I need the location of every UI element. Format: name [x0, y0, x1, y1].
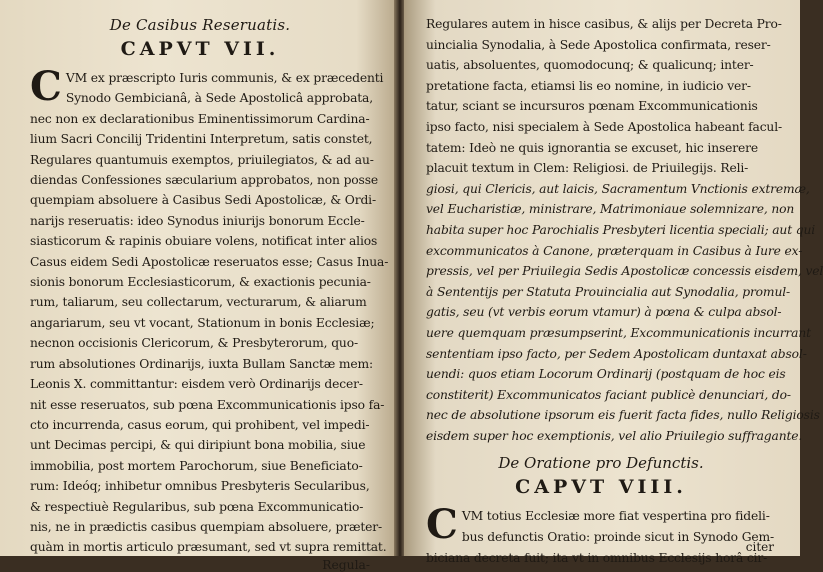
running-head-left: De Casibus Reseruatis.: [109, 16, 291, 34]
text-line: narijs reseruatis: ideo Synodus iniurijs bonorum Eccle-: [30, 213, 365, 228]
text-line: & respectiuè Regularibus, sub pœna Excommunicatio-: [30, 499, 364, 514]
text-line: nit esse reseruatos, sub pœna Excommunicationis ipso fa-: [30, 397, 385, 412]
text-line: rum, taliarum, seu collectarum, vecturarum, & aliarum: [30, 295, 367, 310]
text-line: sionis bonorum Ecclesiasticorum, & exactionis pecunia-: [30, 275, 371, 290]
right-body-italic: [426, 179, 823, 447]
text-line: uendi: quos etiam Locorum Ordinarij (postquam de hoc eis: [426, 367, 786, 382]
text-line: nec non ex declarationibus Eminentissimorum Cardina-: [30, 111, 370, 126]
text-line: unt Decimas percipi, & qui diripiunt bona mobilia, siue: [30, 438, 366, 453]
left-body: [30, 63, 389, 558]
catchword-left: Regula-: [322, 557, 370, 572]
text-line: rum absolutiones Ordinarijs, iuxta Bullam Sanctæ mem:: [30, 356, 374, 371]
left-page: [0, 0, 396, 572]
text-line: immobilia, post mortem Parochorum, siue Beneficiato-: [30, 458, 363, 473]
text-line: excommunicatos à Canone, præterquam in Casibus à Iure ex-: [426, 243, 803, 258]
text-line: uincialia Synodalia, à Sede Apostolica confirmata, reser-: [426, 37, 771, 52]
text-line: Regulares autem in hisce casibus, & alijs per Decreta Pro-: [426, 17, 782, 31]
catchword-right: citer: [745, 540, 774, 554]
text-line: tatem: Ideò ne quis ignorantia se excuset, hic inserere: [426, 140, 758, 155]
text-line: siasticorum & rapinis obuiare volens, notificat inter alios: [30, 234, 378, 249]
chapter-heading-viii: CAPVT VIII.: [515, 476, 687, 499]
text-line: Casus eidem Sedi Apostolicæ reseruatos esse; Casus Inua-: [30, 254, 389, 269]
chapter-heading-vii: CAPVT VII.: [120, 38, 280, 60]
text-line: sententiam ipso facto, per Sedem Apostolicam duntaxat absol-: [426, 346, 807, 361]
text-line: tatur, sciant se incursuros pœnam Excommunicationis: [426, 99, 758, 114]
text-line: diendas Confessiones sæcularium approbatos, non posse: [30, 173, 379, 188]
text-line: nis, ne in prædictis casibus quempiam absoluere, præter-: [30, 519, 383, 534]
text-line: VM totius Ecclesiæ more fiat vespertina pro fideli-: [461, 509, 770, 524]
text-line: ipso facto, nisi specialem à Sede Apostolica habeant facul-: [426, 119, 782, 134]
text-line: Regulares quantumuis exemptos, priuilegiatos, & ad au-: [30, 152, 374, 167]
text-line: Synodo Gembicianâ, à Sede Apostolicâ approbata,: [65, 91, 374, 106]
section-heading: De Oratione pro Defunctis.: [498, 454, 704, 473]
text-line: uatis, absoluentes, quomodocunq; & qualicunq; inter-: [426, 58, 754, 73]
drop-cap-c-right: C: [426, 501, 458, 549]
text-line: pressis, vel per Priuilegia Sedis Apostolicæ concessis eisdem, vel: [426, 264, 823, 279]
text-line: quàm in mortis articulo præsumant, sed vt supra remittat.: [30, 540, 387, 555]
text-line: nec de absolutione ipsorum eis fuerit facta fides, nullo Religiosis: [426, 408, 820, 423]
text-line: giosi, qui Clericis, aut laicis, Sacramentum Vnctionis extremæ,: [426, 181, 810, 196]
text-line: habita super hoc Parochialis Presbyteri licentia speciali; aut qui: [426, 222, 816, 237]
text-line: gatis, seu (vt verbis eorum vtamur) à pœna & culpa absol-: [426, 305, 782, 320]
text-line: biciana decreta fuit; ita vt in omnibus Ecclesijs horâ cir-: [426, 550, 768, 565]
text-line: vel Eucharistiæ, ministrare, Matrimoniaue solemnizare, non: [426, 202, 795, 217]
text-line: pretatione facta, etiamsi lis eo nomine, in iudicio ver-: [426, 78, 751, 93]
text-line: placuit textum in Clem: Religiosi. de Priuilegijs. Reli-: [426, 161, 749, 176]
text-line: bus defunctis Oratio: proinde sicut in Synodo Gem-: [461, 530, 775, 545]
text-line: lium Sacri Concilij Tridentini Interpretum, satis constet,: [30, 132, 373, 147]
text-line: eisdem super hoc exemptionis, vel alio Priuilegio suffragante.: [426, 428, 803, 443]
text-line: cto incurrenda, casus eorum, qui prohibent, vel impedi-: [30, 417, 370, 432]
right-page: [404, 0, 823, 565]
text-line: rum: Ideóq; inhibetur omnibus Presbyteris Secularibus,: [30, 479, 370, 494]
text-line: uere quemquam præsumpserint, Excommunicationis incurrant: [426, 325, 811, 340]
drop-cap-c: C: [30, 63, 62, 110]
text-line: angariarum, seu vt vocant, Stationum in bonis Ecclesiæ;: [30, 315, 375, 330]
text-line: constiterit) Excommunicatos faciant publicè denunciari, do-: [426, 387, 791, 402]
text-line: necnon occisionis Clericorum, & Presbyterorum, quo-: [30, 336, 358, 351]
right-body-roman: [426, 14, 782, 179]
text-line: à Sententijs per Statuta Prouincialia aut Synodalia, promul-: [426, 284, 791, 299]
text-line: VM ex præscripto Iuris communis, & ex præcedenti: [65, 71, 384, 85]
right-body-after: [426, 501, 776, 568]
text-line: quempiam absoluere à Casibus Sedi Apostolicæ, & Ordi-: [30, 193, 376, 208]
text-line: Leonis X. committantur: eisdem verò Ordinarijs decer-: [30, 377, 363, 392]
